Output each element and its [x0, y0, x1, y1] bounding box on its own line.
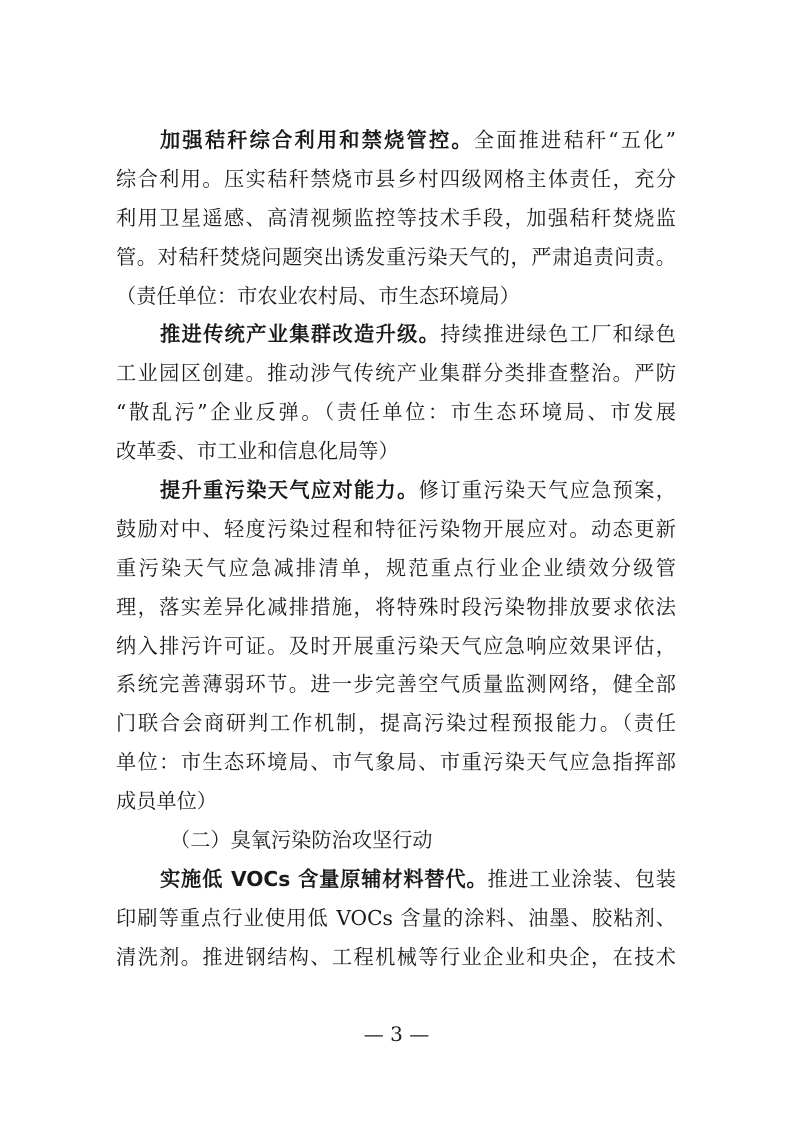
- paragraph-3-line-5: 纳入排污许可证。及时开展重污染天气应急响应效果评估，: [116, 633, 676, 658]
- paragraph-3-line-7: 门联合会商研判工作机制，提高污染过程预报能力。（责任: [116, 711, 676, 736]
- paragraph-3-line-1: [116, 471, 676, 510]
- paragraph-3-line-9: 成员单位）: [116, 789, 217, 814]
- page-number: — 3 —: [363, 1022, 430, 1046]
- paragraph-5-heading: 实施低 VOCs 含量原辅材料替代。: [160, 866, 488, 891]
- paragraph-2-line-3: “散乱污”企业反弹。（责任单位：市生态环境局、市发展: [116, 400, 676, 425]
- paragraph-3-line-8: 单位：市生态环境局、市气象局、市重污染天气应急指挥部: [116, 750, 676, 775]
- paragraph-5-line-3: 清洗剂。推进钢结构、工程机械等行业企业和央企，在技术: [116, 944, 676, 969]
- paragraph-1-line-5: （责任单位：市农业农村局、市生态环境局）: [116, 283, 520, 308]
- paragraph-3-heading: 提升重污染天气应对能力。: [160, 478, 419, 503]
- paragraph-5-line-1: [116, 860, 676, 899]
- paragraph-1-line-4: 管。对秸秆焚烧问题突出诱发重污染天气的，严肃追责问责。: [116, 244, 676, 269]
- paragraph-1-text: 全面推进秸秆“五化”: [473, 128, 676, 152]
- paragraph-1-line-2: 综合利用。压实秸秆禁烧市县乡村四级网格主体责任，充分: [116, 166, 676, 191]
- paragraph-1-line-1: [116, 121, 676, 160]
- paragraph-3-line-3: 重污染天气应急减排清单，规范重点行业企业绩效分级管: [116, 555, 676, 580]
- paragraph-2-text: 持续推进绿色工厂和绿色: [440, 322, 676, 347]
- paragraph-2-heading: 推进传统产业集群改造升级。: [160, 322, 441, 347]
- paragraph-3-line-4: 理，落实差异化减排措施，将特殊时段污染物排放要求依法: [116, 594, 676, 619]
- section-subheading: （二）臭氧污染防治攻坚行动: [170, 828, 433, 853]
- paragraph-5-text: 推进工业涂装、包装: [487, 866, 676, 891]
- paragraph-2-line-2: 工业园区创建。推动涉气传统产业集群分类排查整治。严防: [116, 361, 676, 386]
- paragraph-5-line-2: 印刷等重点行业使用低 VOCs 含量的涂料、油墨、胶粘剂、: [116, 905, 676, 930]
- paragraph-3-text: 修订重污染天气应急预案，: [418, 478, 676, 503]
- paragraph-2-line-1: [116, 315, 676, 354]
- paragraph-1-line-3: 利用卫星遥感、高清视频监控等技术手段，加强秸秆焚烧监: [116, 205, 676, 230]
- paragraph-2-line-4: 改革委、市工业和信息化局等）: [116, 439, 399, 464]
- paragraph-3-line-6: 系统完善薄弱环节。进一步完善空气质量监测网络，健全部: [116, 672, 676, 697]
- document-body: [116, 121, 676, 977]
- paragraph-1-heading: 加强秸秆综合利用和禁烧管控。: [160, 128, 474, 152]
- paragraph-3-line-2: 鼓励对中、轻度污染过程和特征污染物开展应对。动态更新: [116, 516, 676, 541]
